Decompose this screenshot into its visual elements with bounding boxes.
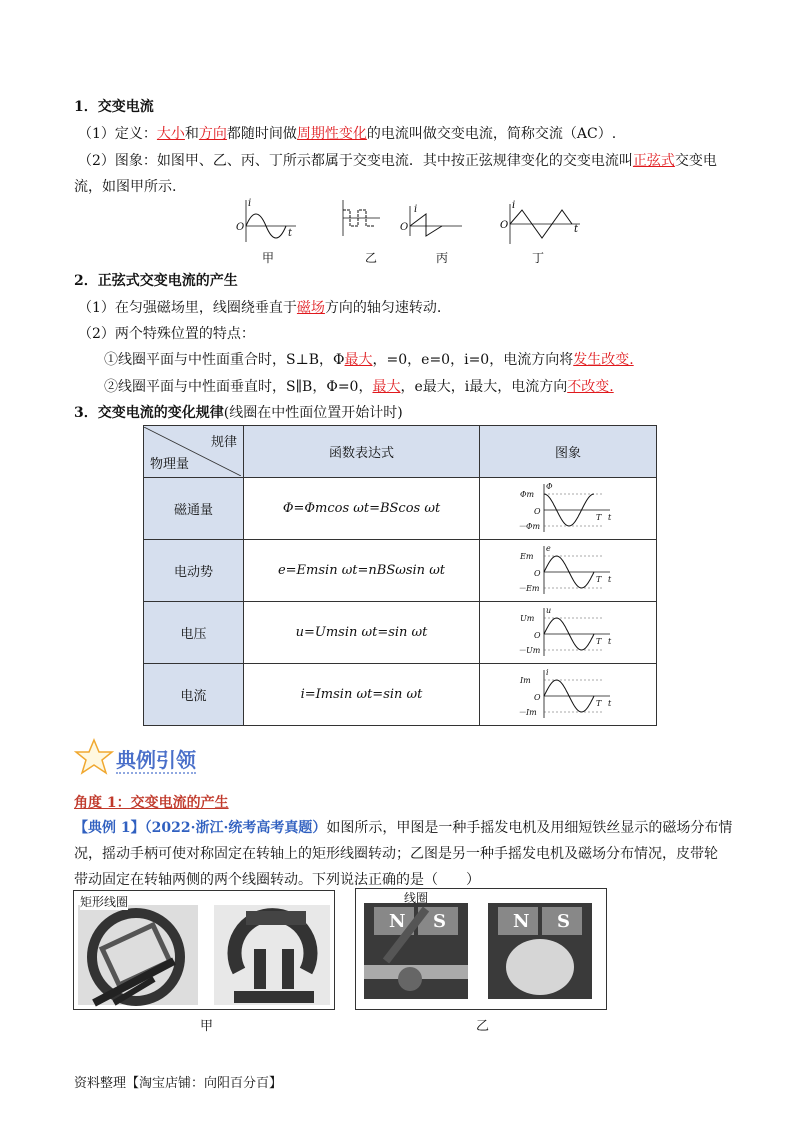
section-1-title: 1．交变电流 — [74, 99, 154, 115]
waveform-triangle — [500, 200, 590, 250]
graph-t-label: t — [608, 698, 612, 708]
row-formula: Φ=Φmcos ωt=BScos ωt — [244, 478, 480, 540]
row-graph-cell — [480, 540, 657, 602]
waveform-sine — [236, 198, 296, 242]
image-text-a: （2）图象：如图甲、乙、丙、丁所示都属于交变电流．其中按正弦规律变化的交变电流叫 — [78, 153, 633, 169]
position-1-line — [104, 349, 634, 369]
section-3-title-line — [74, 402, 403, 422]
header-diagonal-cell — [144, 426, 244, 478]
graph-max-label: Um — [520, 613, 535, 623]
graph-y-label: Φ — [546, 481, 553, 491]
def-suffix: 的电流叫做交变电流，简称交流（AC）. — [366, 126, 617, 142]
label-rect-coil: 矩形线圈 — [80, 895, 129, 909]
example-line-2: 况，摇动手柄可使对称固定在转轴上的矩形线圈转动；乙图是另一种手摇发电机及磁场分布情况，皮带轮 — [74, 846, 718, 862]
fig-label-yi: 乙 — [365, 251, 378, 265]
graph-min-label: －Im — [518, 707, 537, 717]
pos2-text-b: ，e最大，i最大，电流方向 — [400, 379, 568, 395]
pos2-word-max: 最大 — [372, 379, 401, 395]
graph-y-label: e — [546, 543, 551, 553]
def-word-direction: 方向 — [198, 126, 227, 142]
graph-origin: O — [534, 692, 541, 702]
example-source: （2022·浙江·统考高考真题） — [144, 820, 327, 836]
image-line-1 — [78, 150, 717, 170]
graph-origin: O — [534, 568, 541, 578]
axis-i-1: i — [248, 198, 252, 209]
section-3-note: (线圈在中性面位置开始计时) — [223, 405, 403, 421]
table-row — [144, 540, 657, 602]
axis-t-4: t — [574, 224, 579, 235]
axis-i-3: i — [414, 204, 418, 215]
table-row — [144, 602, 657, 664]
image-word-sine: 正弦式 — [632, 153, 675, 169]
angle-title: 角度 1：交变电流的产生 — [74, 795, 229, 811]
def-prefix: （1）定义： — [78, 126, 157, 142]
row-qty: 电流 — [144, 664, 244, 726]
image-text-b: 交变电 — [674, 153, 717, 169]
graph-min-label: －Um — [518, 645, 541, 655]
waveform-square — [343, 200, 380, 236]
def-word-periodic: 周期性变化 — [296, 126, 367, 142]
fig-label-ding: 丁 — [532, 251, 545, 265]
graph-y-label: u — [546, 605, 552, 615]
example-line-1 — [74, 817, 732, 837]
section-2-title: 2．正弦式交变电流的产生 — [74, 273, 238, 289]
axis-o-3: O — [400, 222, 409, 233]
position-2-line — [104, 376, 614, 396]
magnet-s-1: S — [433, 911, 446, 932]
row-graph-cell — [480, 664, 657, 726]
row-graph — [518, 480, 618, 534]
graph-origin: O — [534, 630, 541, 640]
graph-origin: O — [534, 506, 541, 516]
rules-table — [143, 425, 657, 726]
magnet-n-1: N — [389, 911, 406, 932]
row-qty: 电压 — [144, 602, 244, 664]
generator-illustration-b — [356, 889, 606, 1009]
axis-o-4: O — [500, 220, 509, 231]
image-line-2: 流，如图甲所示. — [74, 179, 177, 195]
generation-line — [78, 297, 441, 317]
header-img: 图象 — [480, 426, 657, 478]
pos1-word-change: 发生改变. — [573, 352, 634, 368]
example-banner: 典例引领 — [116, 748, 196, 772]
row-formula: e=Emsin ωt=nBSωsin ωt — [244, 540, 480, 602]
axis-i-4: i — [512, 200, 516, 211]
graph-y-label: i — [546, 667, 549, 677]
table-header-row — [144, 426, 657, 478]
banner-underline — [116, 772, 196, 774]
graph-max-label: Φm — [520, 489, 535, 499]
caption-yi: 乙 — [476, 1019, 490, 1034]
header-func: 函数表达式 — [244, 426, 480, 478]
caption-jia: 甲 — [200, 1019, 214, 1034]
section-3-title: 3．交变电流的变化规律 — [74, 405, 224, 421]
fig-label-jia: 甲 — [262, 251, 275, 265]
pos1-text-a: ①线圈平面与中性面重合时，S⊥B，Φ — [104, 352, 345, 368]
row-graph-cell — [480, 602, 657, 664]
definition-line — [78, 123, 616, 143]
axis-t-1: t — [288, 228, 293, 239]
row-graph-cell — [480, 478, 657, 540]
graph-period: T — [596, 636, 602, 646]
graph-min-label: －Em — [518, 583, 540, 593]
row-graph — [518, 542, 618, 596]
def-and: 和 — [184, 126, 199, 142]
graph-period: T — [596, 512, 602, 522]
fig-label-bing: 丙 — [436, 251, 449, 265]
row-graph — [518, 604, 618, 658]
magnet-s-2: S — [557, 911, 570, 932]
pos2-word-nochange: 不改变. — [567, 379, 614, 395]
graph-period: T — [596, 698, 602, 708]
special-positions-line: （2）两个特殊位置的特点： — [78, 326, 255, 342]
axis-o-1: O — [236, 222, 245, 233]
row-formula: u=Umsin ωt=sin ωt — [244, 602, 480, 664]
pos1-word-max: 最大 — [344, 352, 373, 368]
graph-period: T — [596, 574, 602, 584]
header-rule: 规律 — [210, 435, 237, 450]
table-row — [144, 478, 657, 540]
graph-min-label: －Φm — [518, 521, 541, 531]
graph-t-label: t — [608, 574, 612, 584]
pos1-text-b: ，=0，e=0，i=0，电流方向将 — [372, 352, 574, 368]
waveform-sawtooth — [400, 204, 462, 236]
table-row — [144, 664, 657, 726]
example-tag: 【典例 1】 — [74, 820, 145, 836]
figure-jia — [73, 890, 335, 1010]
graph-t-label: t — [608, 512, 612, 522]
graph-max-label: Em — [520, 551, 534, 561]
figure-yi — [355, 888, 607, 1010]
label-coil: 线圈 — [404, 891, 429, 905]
pos2-text-a: ②线圈平面与中性面垂直时，S∥B，Φ=0， — [104, 379, 373, 395]
footer: 资料整理【淘宝店铺：向阳百分百】 — [74, 1076, 283, 1091]
graph-max-label: Im — [520, 675, 531, 685]
row-qty: 磁通量 — [144, 478, 244, 540]
row-qty: 电动势 — [144, 540, 244, 602]
gen-word-field: 磁场 — [296, 300, 325, 316]
star-icon — [74, 738, 114, 776]
header-qty: 物理量 — [150, 457, 190, 472]
def-word-magnitude: 大小 — [156, 126, 185, 142]
example-text-1: 如图所示，甲图是一种手摇发电机及用细短铁丝显示的磁场分布情 — [326, 820, 733, 836]
gen-text-b: 方向的轴匀速转动. — [324, 300, 442, 316]
def-mid: 都随时间做 — [226, 126, 297, 142]
row-graph — [518, 666, 618, 720]
gen-text-a: （1）在匀强磁场里，线圈绕垂直于 — [78, 300, 297, 316]
example-line-3: 带动固定在转轴两侧的两个线圈转动。下列说法正确的是（ ） — [74, 872, 480, 888]
row-formula: i=Imsin ωt=sin ωt — [244, 664, 480, 726]
graph-t-label: t — [608, 636, 612, 646]
magnet-n-2: N — [513, 911, 530, 932]
